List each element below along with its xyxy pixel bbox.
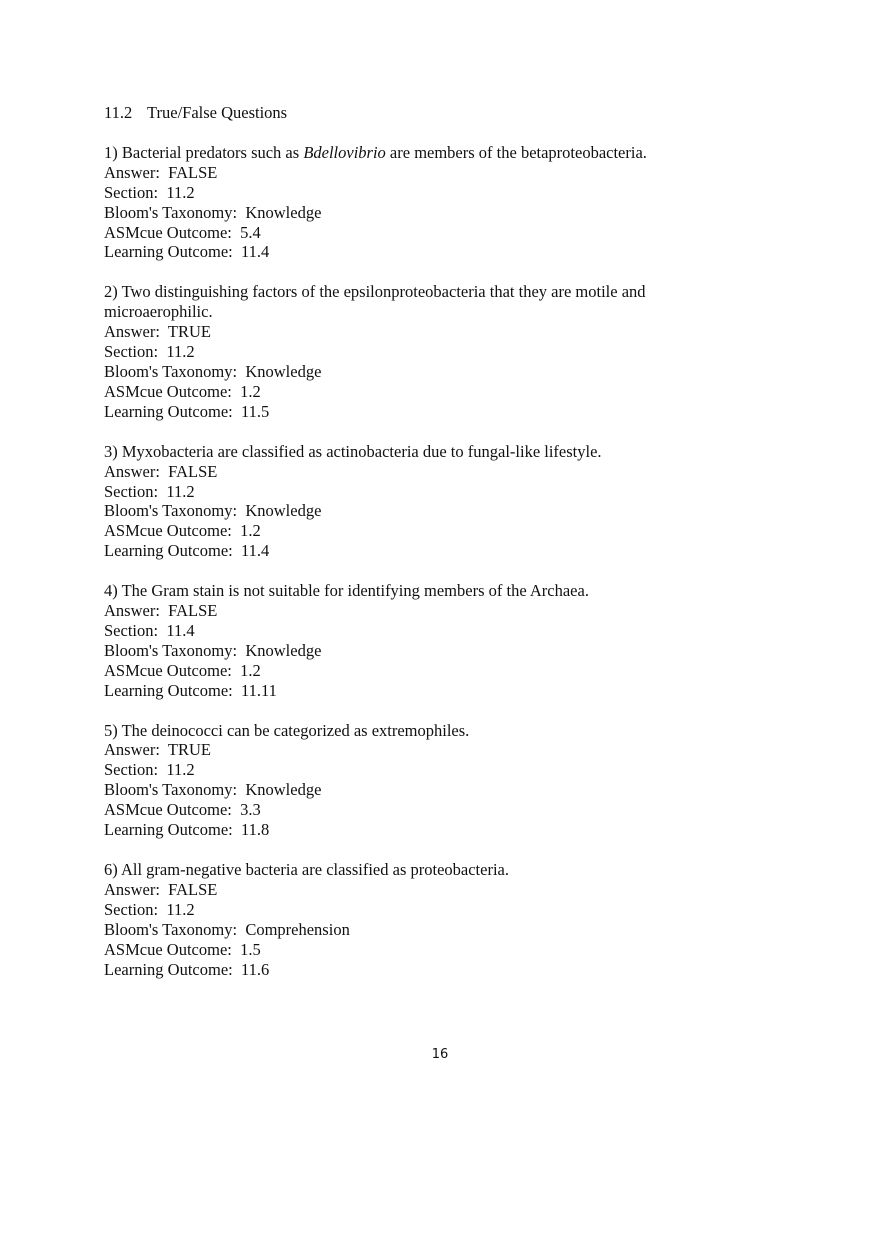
asmcue-line [104,521,744,541]
answer-line [104,880,744,900]
asmcue-label: ASMcue Outcome: [104,381,232,401]
section-line [104,760,744,780]
learning-value: 11.8 [241,820,270,840]
answer-value: FALSE [168,162,218,182]
section-label: Section: [104,620,159,640]
learning-label: Learning Outcome: [104,401,233,421]
asmcue-value: 1.2 [240,381,261,401]
asmcue-line [104,940,744,960]
answer-label: Answer: [104,879,160,899]
answer-label: Answer: [104,461,160,481]
question-body: Two distinguishing factors of the epsilonproteobacteria that they are motile and microaerophilic. [104,282,646,322]
answer-label: Answer: [104,162,160,182]
asmcue-label: ASMcue Outcome: [104,521,232,541]
blooms-label: Bloom's Taxonomy: [104,640,238,660]
answer-line [104,462,744,482]
blooms-line [104,203,744,223]
learning-label: Learning Outcome: [104,242,233,262]
learning-label: Learning Outcome: [104,820,233,840]
section-value: 11.4 [166,620,195,640]
blooms-label: Bloom's Taxonomy: [104,361,238,381]
question-text-end: are members of the betaproteobacteria. [389,142,647,162]
blooms-line [104,641,744,661]
section-title: True/False Questions [147,103,288,122]
answer-label: Answer: [104,601,160,621]
blooms-value: Knowledge [245,501,322,521]
section-label: Section: [104,481,159,501]
blooms-label: Bloom's Taxonomy: [104,202,238,222]
question-body: Myxobacteria are classified as actinobacteria due to fungal-like lifestyle. [121,441,602,461]
section-value: 11.2 [166,481,195,501]
asmcue-value: 5.4 [240,222,261,242]
asmcue-label: ASMcue Outcome: [104,222,232,242]
section-value: 11.2 [166,760,195,780]
learning-line [104,402,744,422]
question-text-start: Bacterial predators such as [121,142,300,162]
page-content [104,103,744,999]
asmcue-line [104,382,744,402]
learning-value: 11.6 [241,959,270,979]
blooms-value: Knowledge [245,780,322,800]
question-item [104,282,744,421]
asmcue-value: 1.2 [240,521,261,541]
blooms-value: Comprehension [245,919,350,939]
question-number: 3) [104,441,118,461]
question-item [104,143,744,262]
answer-label: Answer: [104,322,160,342]
learning-line [104,242,744,262]
blooms-line [104,780,744,800]
learning-line [104,960,744,980]
question-text [104,860,744,880]
section-line [104,482,744,502]
question-text [104,581,744,601]
blooms-line [104,501,744,521]
blooms-label: Bloom's Taxonomy: [104,501,238,521]
page-number: 16 [431,1047,449,1062]
blooms-value: Knowledge [245,361,322,381]
question-text [104,442,744,462]
section-label: Section: [104,182,159,202]
question-number: 2) [104,282,118,302]
learning-value: 11.5 [241,401,270,421]
question-text-italic: Bdellovibrio [303,142,386,162]
section-value: 11.2 [166,342,195,362]
section-value: 11.2 [166,182,195,202]
answer-value: FALSE [168,601,218,621]
answer-value: TRUE [167,322,211,342]
question-text [104,143,744,163]
question-number: 6) [104,860,118,879]
asmcue-value: 3.3 [240,800,261,820]
learning-label: Learning Outcome: [104,680,233,700]
section-line [104,900,744,920]
answer-line [104,601,744,621]
question-item [104,721,744,840]
blooms-value: Knowledge [245,640,322,660]
blooms-line [104,920,744,940]
blooms-label: Bloom's Taxonomy: [104,780,238,800]
question-text [104,282,744,322]
asmcue-label: ASMcue Outcome: [104,660,232,680]
learning-line [104,681,744,701]
answer-line [104,322,744,342]
section-line [104,621,744,641]
answer-value: FALSE [168,461,218,481]
blooms-line [104,362,744,382]
question-body: The deinococci can be categorized as extremophiles. [121,720,470,740]
answer-line [104,740,744,760]
section-label: Section: [104,342,159,362]
learning-value: 11.4 [241,242,270,262]
section-label: Section: [104,760,159,780]
question-body: All gram-negative bacteria are classified as proteobacteria. [120,860,509,879]
section-label: Section: [104,899,159,919]
learning-value: 11.11 [241,680,277,700]
question-item [104,581,744,700]
question-number: 5) [104,720,118,740]
asmcue-value: 1.5 [240,939,261,959]
section-line [104,183,744,203]
section-line [104,342,744,362]
answer-value: TRUE [167,740,211,760]
section-heading [104,103,744,123]
section-value: 11.2 [166,899,195,919]
asmcue-line [104,223,744,243]
question-body: The Gram stain is not suitable for identifying members of the Archaea. [121,581,589,601]
answer-value: FALSE [168,879,218,899]
answer-line [104,163,744,183]
learning-value: 11.4 [241,541,270,561]
learning-label: Learning Outcome: [104,959,233,979]
learning-line [104,820,744,840]
asmcue-label: ASMcue Outcome: [104,939,232,959]
asmcue-label: ASMcue Outcome: [104,800,232,820]
question-item [104,442,744,561]
section-number: 11.2 [104,103,133,122]
blooms-label: Bloom's Taxonomy: [104,919,238,939]
asmcue-line [104,661,744,681]
asmcue-line [104,800,744,820]
learning-line [104,541,744,561]
question-number: 1) [104,142,118,162]
question-item [104,860,744,979]
question-number: 4) [104,581,118,601]
asmcue-value: 1.2 [240,660,261,680]
blooms-value: Knowledge [245,202,322,222]
learning-label: Learning Outcome: [104,541,233,561]
answer-label: Answer: [104,740,160,760]
question-text [104,721,744,741]
